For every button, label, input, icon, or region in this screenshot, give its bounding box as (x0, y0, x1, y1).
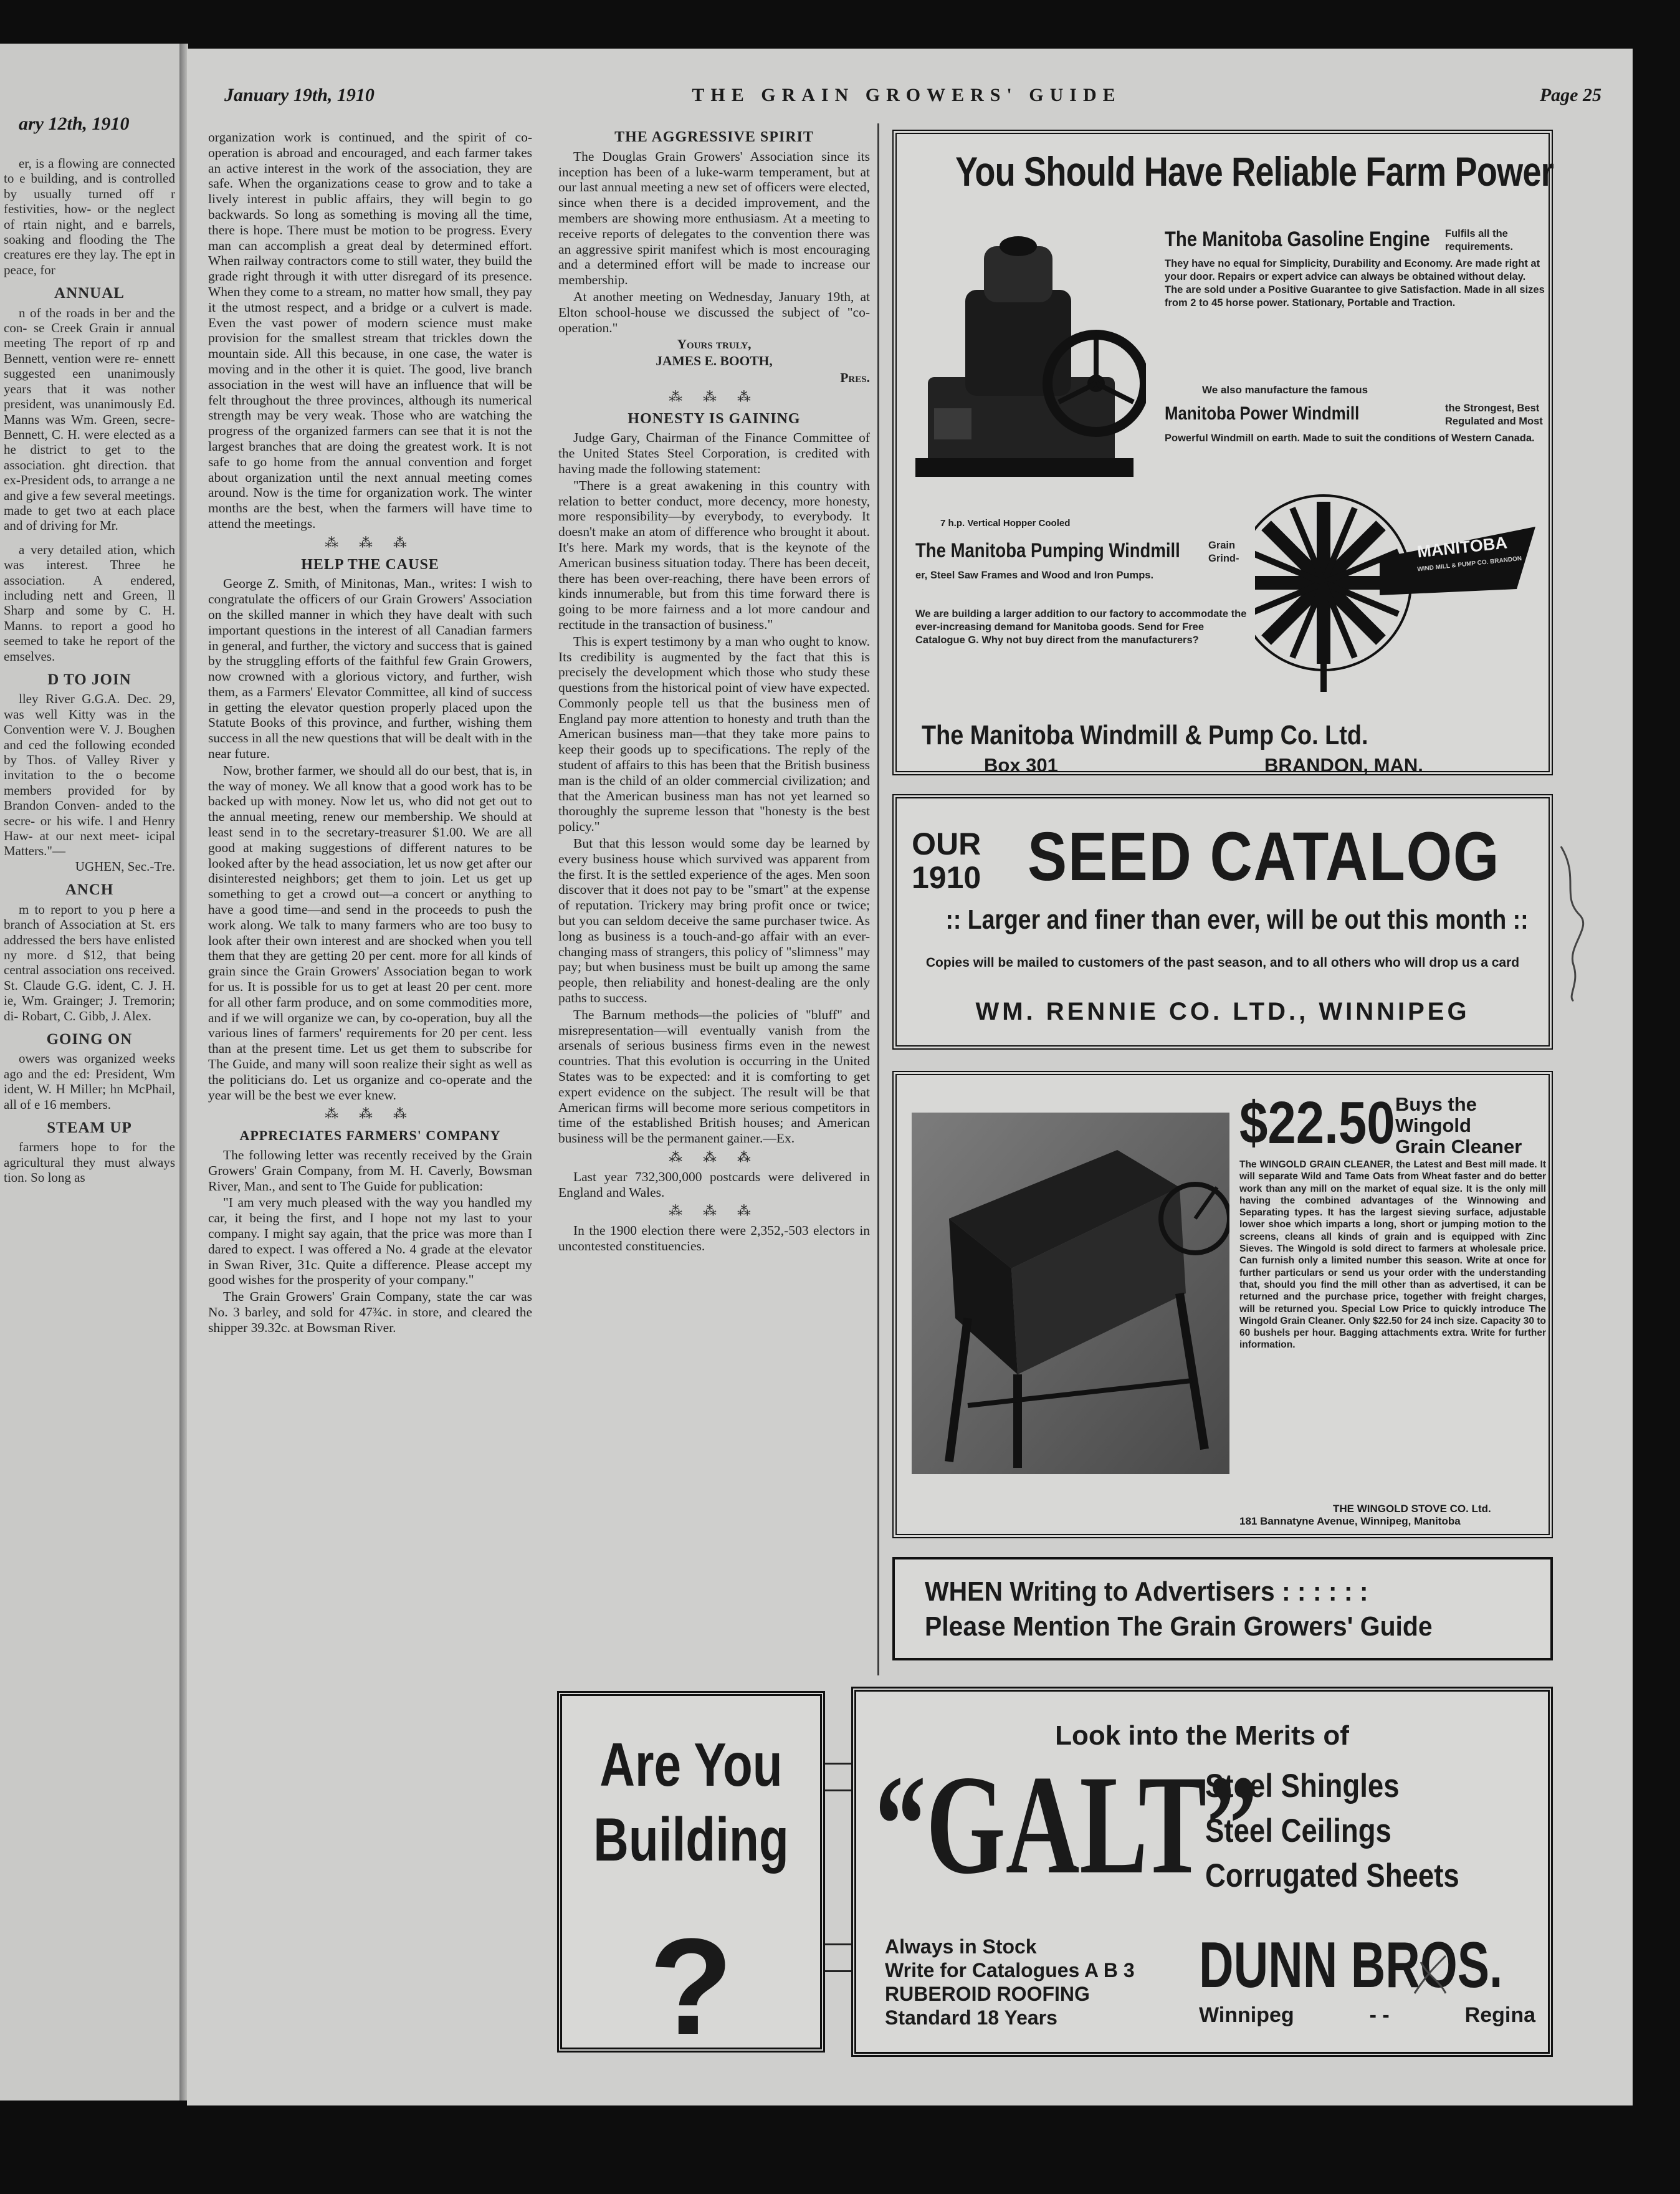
ad-galt-steel (851, 1687, 1553, 2057)
ad-seed-catalog (892, 794, 1553, 1050)
prev-para-3: a very detailed ation, which was interest. Three he association. A endered, including nett and Green, ll Sharp and some by C. H. Manns. to report a good ho seemed to take he report of the emselves. (4, 542, 175, 664)
issue-date: January 19th, 1910 (224, 85, 375, 105)
page-number: Page 25 (1539, 85, 1601, 105)
building-line-1: Are You (599, 1730, 783, 1799)
heading-help-the-cause: HELP THE CAUSE (301, 556, 439, 573)
heading-aggressive-spirit: THE AGGRESSIVE SPIRIT (614, 129, 814, 145)
windmill-vane-small-label: WIND MILL & PUMP CO. BRANDON (1416, 555, 1522, 573)
galt-city-winnipeg: Winnipeg (1199, 2003, 1294, 2027)
organization-paragraph: organization work is continued, and the spirit of co-operation is abroad and encouraged, and each farmer takes an active interest in the work of the association, they are safe. When the organizations cease to grow and to take a lively interest in public affairs, they will begin to go backwards. So long as something is moving all the time, there is hope. There must be motion to be progress. Every man can accomplish a great deal by determined effort. When railway contractors come to still water, they build the grade right through it with utter disregard of its presence. When they come to a stream, no matter how small, they pay it the utmost respect, and a bridge or a culvert is made. Even the vast power of modern science must make provision for the smallest stream that trickles down the mountain side. All this because, in one case, the water is moving and in the other it is quiet. The good, live branch association in the west will have an influence that will be felt throughout the three provinces, although its numerical strength may be very weak. Those who are watching the progress of the organized farmers can see that it is not the largest branches that are doing the greatest work. It is not safe to go home from the annual convention and forget about organization until the next annual meeting comes around. Now is the time for organization work. The winter months are the best, when the farmers will have time to attend the meetings. (208, 130, 532, 531)
honesty-paragraph-4: The Barnum methods—the policies of "bluff" and misrepresentation—will eventually vanish from the arsenals of serious business firms even in the newest countries. That this evolution is occurring in the United States was to be expected: and it is comforting to get expert evidence on the subject. The result will be that American firms will become more serious competitors in time of the established British houses; and American business will be the permanent gainer.—Ex. (558, 1007, 870, 1146)
engine-caption: 7 h.p. Vertical Hopper Cooled (940, 518, 1071, 529)
separator-stars: ⁂ ⁂ ⁂ (669, 1150, 760, 1165)
article-column-1 (208, 130, 532, 1337)
galt-cities (1199, 2003, 1535, 2028)
postcards-note: Last year 732,300,000 postcards were delivered in England and Wales. (558, 1169, 870, 1200)
prev-para-1: er, is a flowing are connected to e building, and is controlled by usually turned off r festivities, how- or the neglect of rtain night, and e barrels, soaking and flooding the The creatures ere they lay. The ept in peace, for (4, 156, 175, 277)
galt-products (1205, 1764, 1459, 1899)
ad-connector-bottom (825, 1943, 854, 1972)
election-note: In the 1900 election there were 2,352,-503 electors in uncontested constituencies. (558, 1223, 870, 1253)
engine-title: The Manitoba Gasoline Engine (1165, 228, 1430, 251)
power-windmill-description: Powerful Windmill on earth. Made to suit the conditions of Western Canada. (1165, 433, 1535, 444)
windmill-vane-label: MANITOBA (1416, 533, 1509, 562)
wingold-address: 181 Bannatyne Avenue, Winnipeg, Manitoba (1239, 1515, 1461, 1527)
wingold-company: THE WINGOLD STOVE CO. Ltd. (1333, 1503, 1491, 1515)
appreciates-paragraph-2: The Grain Growers' Grain Company, state the car was No. 3 barley, and sold for 47¾c. in store, and cleared the shipper 39.32c. at Bowsman River. (208, 1289, 532, 1335)
seed-catalog-tagline: :: Larger and finer than ever, will be out this month :: (945, 904, 1529, 935)
aggressive-paragraph-1: The Douglas Grain Growers' Association since its inception has been of a luke-warm temperament, but at our last annual meeting a new set of officers were elected, since when there is a decided improvement, and the members are showing more enthusiasm. At a meeting to receive reports of delegates to the convention there was an aggressive spirit manifest which is most encouraging and a determined effort will be made to increase our membership. (558, 148, 870, 288)
appreciates-paragraph-1: The following letter was recently received by the Grain Growers' Grain Company, from M. H. Caverly, Bowsman River, Man., and sent to The Guide for publication: (208, 1147, 532, 1194)
factory-expansion-note: We are building a larger addition to our factory to accommodate the ever-increasing demand for Manitoba goods. Send for Free Catalogue G. Why not buy direct from the manufacturers? (915, 608, 1247, 646)
grain-cleaner-photo (912, 1113, 1229, 1474)
wingold-buys: Buys the Wingold (1395, 1093, 1477, 1136)
column-rule (877, 123, 879, 1675)
honesty-paragraph-2: This is expert testimony by a man who ought to know. Its credibility is augmented by the fact that this is precisely the development which those who study these questions from the historical point of view have expected. Commonly people tell us that the business men of England pay more attention to honesty and truth than the American business man—that they take more pains to keep their goods up to specifications. The reply of the student of affairs to this has been that the British business man is the child of an older commercial civilization; and that the American business man has not yet learned so thoroughly the supreme lesson that "honesty is the best policy." (558, 633, 870, 835)
ad-when-writing (892, 1557, 1553, 1660)
pencil-mark (1408, 1950, 1452, 2000)
ad-headline: You Should Have Reliable Farm Power (955, 148, 1554, 194)
newspaper-page (187, 49, 1633, 2105)
ad-manitoba-windmill (892, 130, 1553, 775)
engine-tagline: Fulfils all the requirements. (1445, 228, 1514, 252)
prev-para-2: n of the roads in ber and the con- se Creek Grain ir annual meeting The report of rp and Bennett, vention were re- ennett suggested een unanimously years that it was nother president, was unanimously Ed. Manns was Wm. Green, secre- Bennett, C. H. were elected as a he district to get to the association. ght direction. that ex-President ods, to arrange a ne and give a few several meetings. made to get two at each place and of driving for Mr. (4, 305, 175, 534)
heading-honesty-is-gaining: HONESTY IS GAINING (628, 410, 801, 427)
seed-catalog-year: 1910 (912, 860, 981, 895)
wingold-product: Grain Cleaner (1395, 1136, 1522, 1157)
seed-catalog-our (912, 827, 981, 894)
prev-heading-annual: ANNUAL (54, 285, 125, 302)
galt-product-ceilings: Steel Ceilings (1205, 1813, 1391, 1849)
prev-heading-steam: STEAM UP (47, 1119, 132, 1136)
company-box: Box 301 (984, 754, 1058, 776)
pencil-mark (1555, 840, 1592, 1002)
separator-stars: ⁂ ⁂ ⁂ (669, 389, 760, 405)
prev-para-4: lley River G.G.A. Dec. 29, was well Kitty was in the Convention were V. J. Boughen and ced the following econded by Thos. of Valley River y invitation to the o become members provided for by Brandon Conven- anded to the secre- or his wife. l and Henry Haw- at our next meet- icipal Matters."— (4, 691, 175, 859)
windmill-illustration (1255, 483, 1548, 695)
seed-catalog-company: WM. RENNIE CO. LTD., WINNIPEG (975, 998, 1470, 1025)
pumping-windmill-title: The Manitoba Pumping Windmill (915, 539, 1180, 562)
seed-catalog-mailing-note: Copies will be mailed to customers of the past season, and to all others who will drop us a card (925, 956, 1520, 970)
ad-wingold-grain-cleaner (892, 1071, 1553, 1538)
letter-closing: Yours truly, (677, 337, 752, 352)
galt-product-shingles: Steel Shingles (1205, 1768, 1400, 1804)
prev-heading-join: D TO JOIN (47, 671, 131, 688)
ad-connector-top (825, 1763, 854, 1791)
prev-para-6: owers was organized weeks ago and the ed: President, Wm ident, W. H Miller; hn McPhail, all of e 16 members. (4, 1051, 175, 1112)
article-column-2 (558, 130, 870, 1255)
separator-stars: ⁂ ⁂ ⁂ (669, 1204, 760, 1219)
separator-stars: ⁂ ⁂ ⁂ (325, 535, 416, 550)
when-writing-text (925, 1574, 1433, 1644)
galt-product-sheets: Corrugated Sheets (1205, 1857, 1459, 1894)
honesty-paragraph-1: Judge Gary, Chairman of the Finance Committee of the United States Steel Corporation, is credited with having made the following statement: (558, 430, 870, 476)
galt-company: DUNN BROS. (1199, 1929, 1503, 2001)
galt-ruberoid: RUBEROID ROOFING (885, 1983, 1090, 2005)
wingold-price: $22.50 (1239, 1090, 1395, 1156)
aggressive-paragraph-2: At another meeting on Wednesday, January 19th, at Elton school-house we discussed the subject of "co-operation." (558, 289, 870, 335)
help-cause-paragraph-1: George Z. Smith, of Minitonas, Man., writes: I wish to congratulate the officers of our Grain Growers' Association on the skilled manner in which they have dealt with such important questions in the interest of all Canadian farmers in general, and further, the victory and success that is gained by the struggling efforts of the faithful few Grain Growers, now crowned with a glorious victory, and further, wish them, as a Farmers' Elevator Committee, all kind of success in getting the elevator question properly placed upon the Statute Books of this province, and further, wishing them success in all the new questions that will be dealt with in the near future. (208, 576, 532, 762)
building-line-2: Building (593, 1805, 789, 1874)
letter-signature: JAMES E. BOOTH, (656, 353, 773, 369)
honesty-quote: "There is a great awakening in this country with relation to better conduct, more decency, more honesty, more responsibility—by everybody, to everybody. It doesn't make an atom of difference who brought it about. It's here. Mark my words, that is the keynote of the American business situation today. There has been deceit, there has been over-reaching, there have been errors of kinds innumerable, but from this time forward there is going to be more fairness and a lot more candour and rectitude in the transaction of business." (558, 477, 870, 632)
galt-left-block (885, 1935, 1135, 2029)
prev-para-5: m to report to you p here a branch of Association at St. ers addressed the bers have enlisted ny more. d $12, that being central association ons received. St. Claude G.G. ident, C. J. H. ie, Wm. Grainger; J. Tremorin; di- Robart, C. Gibb, J. Alex. (4, 901, 175, 1023)
galt-in-stock: Always in Stock (885, 1935, 1037, 1958)
seed-catalog-headline: SEED CATALOG (1028, 818, 1501, 895)
prev-heading-going: GOING ON (46, 1030, 133, 1048)
separator-stars: ⁂ ⁂ ⁂ (325, 1106, 416, 1122)
when-writing-line-1: WHEN Writing to Advertisers : : : : : : (925, 1576, 1368, 1607)
galt-look-into: Look into the Merits of (1055, 1720, 1349, 1751)
galt-city-separator: - - (1369, 2003, 1390, 2027)
also-manufacture: We also manufacture the famous (1202, 384, 1368, 396)
gasoline-engine-illustration (909, 221, 1146, 489)
wingold-buys-block (1395, 1094, 1549, 1157)
previous-page-edge (0, 44, 181, 2101)
letter-signature-role: Pres. (840, 370, 870, 385)
building-headline (588, 1727, 794, 1877)
heading-appreciates-farmers-company: APPRECIATES FARMERS' COMPANY (239, 1128, 501, 1144)
appreciates-letter: "I am very much pleased with the way you handled my car, it being the first, and I hope not my last to your company. I might say again, that the price was more than I dared to expect. I was offered a No. 4 grade at the elevator in Swan River, 31c. Quite a difference. Please accept my good wishes for the prosperity of your company." (208, 1195, 532, 1288)
prev-signature: UGHEN, Sec.-Tre. (75, 858, 175, 874)
previous-page-column (4, 156, 175, 1186)
publication-title: THE GRAIN GROWERS' GUIDE (692, 85, 1122, 105)
pumping-windmill-tagline: Grain Grind- (1208, 540, 1239, 564)
seed-catalog-our-word: OUR (912, 826, 981, 861)
engine-description: They have no equal for Simplicity, Durability and Economy. Are made right at your door. Repairs or expert advice can always be obtained without delay. The are sold under a Positive Guarantee to give Satisfaction. Made in all sizes from 2 to 45 horse power. Stationary, Portable and Traction. (1165, 258, 1545, 309)
running-header (206, 85, 1608, 110)
galt-city-regina: Regina (1464, 2003, 1535, 2027)
when-writing-line-2: Please Mention The Grain Growers' Guide (925, 1611, 1433, 1642)
honesty-paragraph-3: But that this lesson would some day be learned by every business house which survived was apparent from the first. It is the settled experience of the ages. Men soon discover that it does not pay to be "smart" at the expense of reputation. Trickery may bring profit once or twice; but you can seldom deceive the same purchaser twice. As long as business is a touch-and-go affair with an ever-changing mass of strangers, this policy of "slimness" may pay; but when business must be built up among the same people, then reliability and honest-dealing are the only paths to success. (558, 836, 870, 1006)
wingold-address-block (1239, 1503, 1551, 1528)
question-mark: ? (649, 1910, 733, 2063)
ad-are-you-building (557, 1691, 825, 2063)
company-name: The Manitoba Windmill & Pump Co. Ltd. (922, 720, 1368, 750)
wingold-description: The WINGOLD GRAIN CLEANER, the Latest and Best mill made. It will separate Wild and Tame Oats from Wheat faster and do better work than any mill on the market of equal size. It is the only mill having the combined advantages of the Winnowing and Separating types. It has the largest sieving surface, adjustable lower shoe which imparts a long, short or jumping motion to the screens, cleans all kinds of grain and is equipped with Zinc Sieves. The Wingold is sold direct to farmers at wholesale price. Can furnish only a limited number this season. Write at once for further particulars or send us your order with the understanding that, should you find the mill other than as advertised, it can be returned and the purchase price, together with freight charges, will be returned you. Special Low Price to quickly introduce The Wingold Grain Cleaner. Only $22.50 for 24 inch size. Capacity 30 to 60 bushels per hour. Bagging attachments extra. Write for further information. (1239, 1159, 1546, 1351)
prev-para-7: farmers hope to for the agricultural they must always tion. So long as (4, 1139, 175, 1186)
previous-page-header: ary 12th, 1910 (19, 113, 130, 134)
help-cause-paragraph-2: Now, brother farmer, we should all do our best, that is, in the way of money. We all know that a good work has to be backed up with money. Now let us, who did not get out to the annual meeting, renew our membership. We should at least send in to the secretary-treasurer $1.00. We are all good at making suggestions of different natures to be looked after by the head association, let us now get after our disinterested neighbors; get them to join. Let us get up something to get a crowd out—a concert or anything to have a good time—and send in the proceeds to push the work along. We talk to many farmers who are too busy to look after their own interest and are shocked when you tell them that they are getting 20 per cent. more for all kinds of grain since the Grain Growers' Association began to work for us. It is possible for us to get at least 20 per cent. more for all other farm produce, and on some commodities more, and if we will organize we can, by co-operation, buy all the various lines of farmers' requirements for 20 per cent. less than at the present time. Let us get them to subscribe for The Guide, and many will soon realize their sight as well as the politicians do. Let us organize and co-operate and the year will be the best we ever knew. (208, 762, 532, 1103)
galt-catalogues: Write for Catalogues A B 3 (885, 1959, 1135, 1981)
galt-brand: “GALT” (875, 1746, 1258, 1904)
power-windmill-title: Manitoba Power Windmill (1165, 403, 1360, 424)
pumping-windmill-description: er, Steel Saw Frames and Wood and Iron Pumps. (915, 570, 1154, 581)
company-city: BRANDON, MAN. (1264, 754, 1423, 776)
galt-standard: Standard 18 Years (885, 2006, 1057, 2029)
prev-heading-branch: ANCH (65, 881, 114, 899)
power-windmill-tagline: the Strongest, Best Regulated and Most (1445, 403, 1543, 427)
